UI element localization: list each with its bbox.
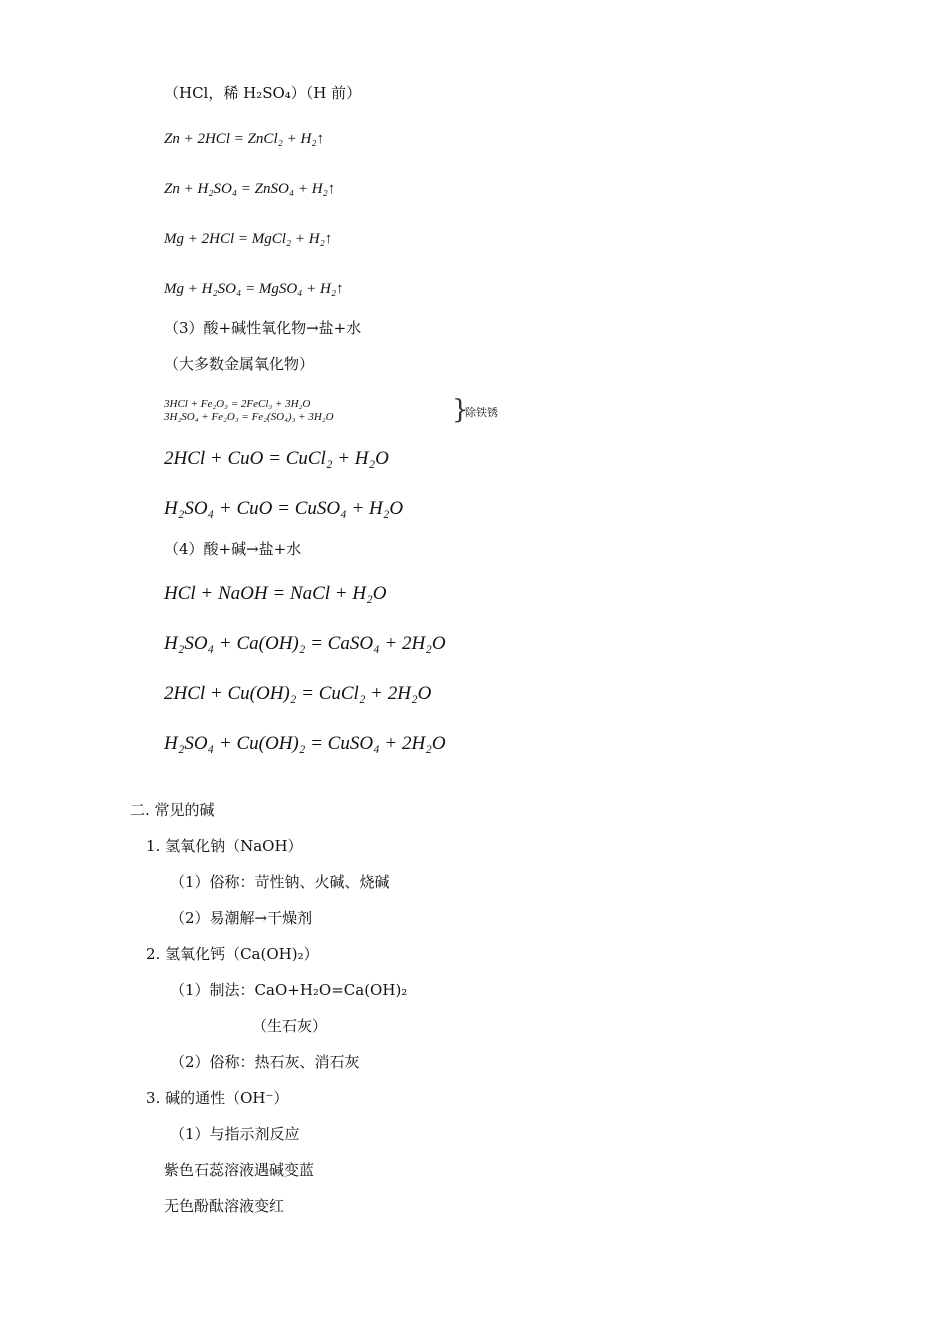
caoh-preparation: （1）制法：CaO+H₂O=Ca(OH)₂ [170, 981, 408, 999]
caoh-title: 2. 氢氧化钙（Ca(OH)₂） [146, 945, 319, 963]
litmus-line: 紫色石蕊溶液遇碱变蓝 [164, 1161, 315, 1179]
equation-zn-h2so4: Zn + H₂SO₄ = ZnSO₄ + H₂↑ [164, 181, 336, 197]
equation-hcl-cuo: 2HCl + CuO = CuCl₂ + H₂O [164, 448, 389, 469]
indicator-title: （1）与指示剂反应 [170, 1125, 300, 1143]
equation-rust-hcl: 3HCl + Fe₂O₃ = 2FeCl₃ + 3H₂O [164, 398, 311, 410]
caoh-common-names: （2）俗称：热石灰、消石灰 [170, 1053, 360, 1071]
equation-hcl-naoh: HCl + NaOH = NaCl + H₂O [164, 583, 387, 604]
naoh-common-names: （1）俗称：苛性钠、火碱、烧碱 [170, 873, 390, 891]
equation-h2so4-cuo: H₂SO₄ + CuO = CuSO₄ + H₂O [164, 498, 404, 519]
equation-hcl-cuoh2: 2HCl + Cu(OH)₂ = CuCl₂ + 2H₂O [164, 683, 432, 704]
rust-removal-label: 除铁锈 [465, 406, 498, 419]
naoh-title: 1. 氢氧化钠（NaOH） [146, 837, 303, 855]
section-4-title: （4）酸+碱→盐+水 [164, 540, 302, 558]
brace-symbol: } [452, 395, 469, 425]
section-3-title: （3）酸+碱性氧化物→盐+水 [164, 319, 362, 337]
part-2-heading: 二. 常见的碱 [130, 801, 215, 819]
quicklime-note: （生石灰） [252, 1017, 328, 1035]
equation-mg-hcl: Mg + 2HCl = MgCl₂ + H₂↑ [164, 231, 333, 247]
equation-zn-hcl: Zn + 2HCl = ZnCl₂ + H₂↑ [164, 131, 324, 147]
phenolphthalein-line: 无色酚酞溶液变红 [164, 1197, 285, 1215]
acid-list-line: （HCl，稀 H₂SO₄）（H 前） [164, 84, 362, 102]
naoh-deliquescence: （2）易潮解→干燥剂 [170, 909, 313, 927]
section-3-note: （大多数金属氧化物） [164, 355, 315, 373]
equation-mg-h2so4: Mg + H₂SO₄ = MgSO₄ + H₂↑ [164, 281, 344, 297]
equation-rust-h2so4: 3H₂SO₄ + Fe₂O₃ = Fe₂(SO₄)₃ + 3H₂O [164, 411, 334, 423]
base-general-title: 3. 碱的通性（OH⁻） [146, 1089, 289, 1107]
equation-h2so4-caoh2: H₂SO₄ + Ca(OH)₂ = CaSO₄ + 2H₂O [164, 633, 446, 654]
equation-h2so4-cuoh2: H₂SO₄ + Cu(OH)₂ = CuSO₄ + 2H₂O [164, 733, 446, 754]
